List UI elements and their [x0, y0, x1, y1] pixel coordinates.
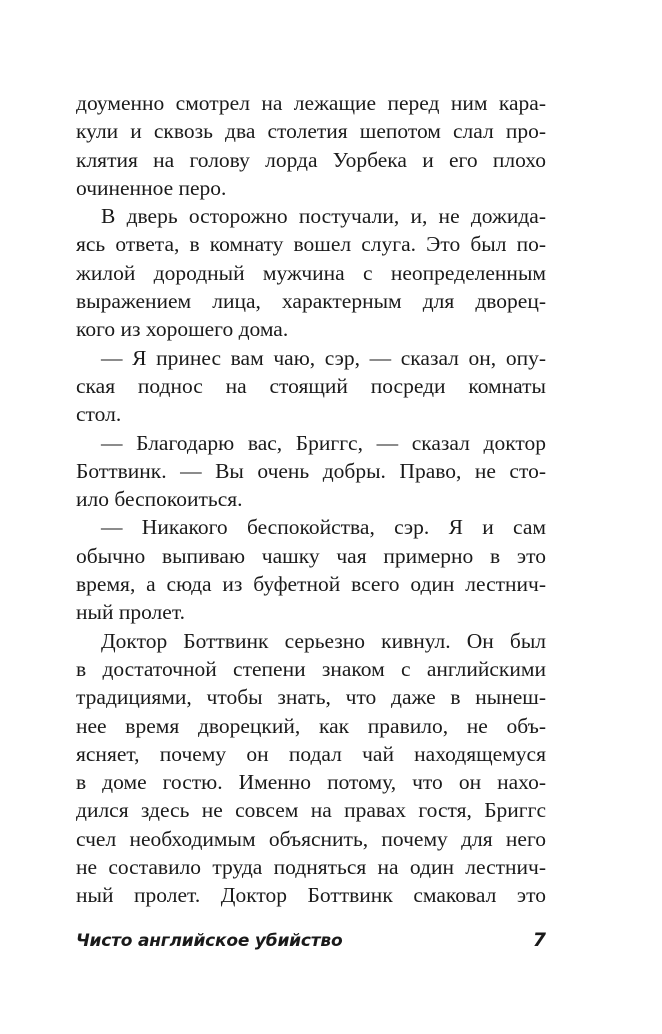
- text-line: клятия на голову лорда Уорбека и его плохо: [76, 147, 546, 172]
- text-line: традициями, чтобы знать, что даже в нынеш-: [76, 685, 546, 710]
- running-footer-title: Чисто английское убийство: [76, 931, 343, 951]
- text-line: в доме гостю. Именно потому, что он нахо-: [76, 770, 546, 795]
- text-line: ный пролет. Доктор Боттвинк смаковал это: [76, 883, 546, 908]
- text-line: ило беспокоиться.: [76, 487, 243, 512]
- text-line: — Я принес вам чаю, сэр, — сказал он, опу-: [101, 345, 546, 370]
- text-line: нее время дворецкий, как правило, не объ-: [76, 713, 546, 738]
- text-line: жилой дородный мужчина с неопределенным: [76, 260, 546, 285]
- text-line: ская поднос на стоящий посреди комнаты: [76, 373, 546, 398]
- text-line: очиненное перо.: [76, 175, 227, 200]
- text-line: ный пролет.: [76, 600, 185, 625]
- text-line: кули и сквозь два столетия шепотом слал про-: [76, 119, 546, 144]
- body-text: [76, 89, 546, 910]
- text-line: стол.: [76, 402, 122, 427]
- text-line: — Никакого беспокойства, сэр. Я и сам: [101, 515, 546, 540]
- text-line: дился здесь не совсем на правах гостя, Бриггс: [76, 798, 546, 823]
- text-line: Доктор Боттвинк серьезно кивнул. Он был: [101, 628, 546, 653]
- page-number: 7: [532, 929, 546, 951]
- text-line: В дверь осторожно постучали, и, не дожида-: [101, 204, 546, 229]
- text-line: Боттвинк. — Вы очень добры. Право, не сто-: [76, 458, 546, 483]
- text-line: выражением лица, характерным для дворец-: [76, 289, 546, 314]
- text-line: ясняет, почему он подал чай находящемуся: [76, 741, 546, 766]
- text-line: время, а сюда из буфетной всего один лестнич-: [76, 572, 546, 597]
- text-line: кого из хорошего дома.: [76, 317, 289, 342]
- text-line: в достаточной степени знаком с английскими: [76, 656, 546, 681]
- text-line: доуменно смотрел на лежащие перед ним кара-: [76, 91, 546, 115]
- text-line: не составило труда подняться на один лестнич-: [76, 855, 546, 880]
- text-line: — Благодарю вас, Бриггс, — сказал доктор: [101, 430, 546, 455]
- text-line: ясь ответа, в комнату вошел слуга. Это был по-: [76, 232, 546, 257]
- text-line: обычно выпиваю чашку чая примерно в это: [76, 543, 546, 568]
- text-line: счел необходимым объяснить, почему для него: [76, 826, 546, 851]
